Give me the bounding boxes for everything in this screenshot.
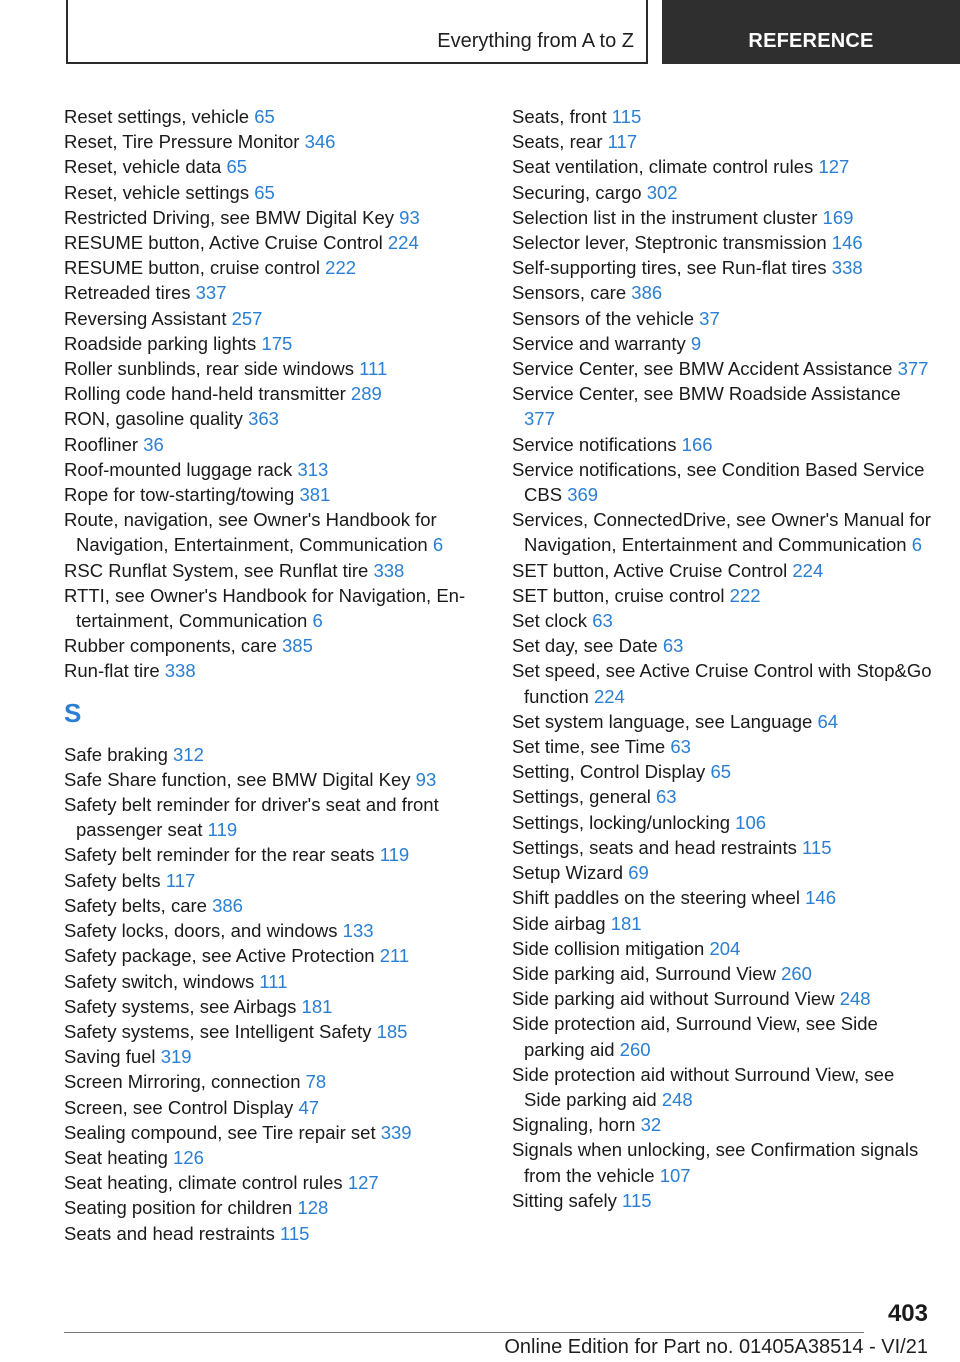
index-entry-text: Retreaded tires	[64, 282, 191, 304]
index-entry-text: Service Center, see BMW Roadside Assistance	[512, 383, 901, 405]
index-entry-text: Reset, vehicle data	[64, 156, 222, 178]
index-entry-text: Safety switch, windows	[64, 970, 255, 992]
index-entry	[64, 842, 494, 867]
index-entry	[512, 154, 932, 179]
index-page-link[interactable]: 117	[607, 131, 638, 153]
index-entry	[512, 104, 932, 129]
index-page-link[interactable]: 224	[593, 685, 625, 707]
index-entry-text: Safety locks, doors, and windows	[64, 920, 338, 942]
index-entry	[64, 356, 494, 381]
index-entry-text: SET button, cruise control	[512, 584, 725, 606]
index-entry	[64, 1195, 494, 1220]
index-entry	[512, 507, 932, 557]
index-page-link[interactable]: 257	[231, 307, 263, 329]
index-page-link[interactable]: 63	[592, 610, 613, 632]
index-entry	[512, 381, 932, 431]
index-entry-text: Reset settings, vehicle	[64, 106, 250, 127]
index-page-link[interactable]: 127	[818, 156, 850, 178]
index-entry-text: Safety belt reminder for driver's seat and front passenger seat	[64, 794, 439, 841]
index-page-link[interactable]: 146	[805, 887, 836, 909]
footer-edition: Online Edition for Part no. 01405A38514 - VI/21	[504, 1336, 928, 1358]
index-entry	[64, 230, 494, 255]
index-entry-text: Side protection aid without Surround View, see Side parking aid	[512, 1063, 895, 1110]
index-entry	[512, 1011, 932, 1061]
index-entry	[64, 1019, 494, 1044]
index-page-link[interactable]: 338	[831, 257, 863, 279]
index-entry	[64, 129, 494, 154]
index-page-link[interactable]: 211	[379, 945, 410, 967]
index-entry	[64, 943, 494, 968]
index-entry-text: Reset, Tire Pressure Monitor	[64, 131, 300, 153]
index-page-link[interactable]: 32	[640, 1114, 662, 1136]
index-entry	[512, 810, 932, 835]
index-page-link[interactable]: 169	[822, 206, 854, 228]
index-page-link[interactable]: 106	[735, 811, 767, 833]
index-entry	[64, 792, 494, 842]
index-entry-text: Side airbag	[512, 912, 606, 934]
index-page-link[interactable]: 260	[781, 962, 812, 984]
index-entry-text: Run-flat tire	[64, 660, 160, 682]
index-entry	[64, 1044, 494, 1069]
index-entry	[512, 911, 932, 936]
index-page-link[interactable]: 65	[710, 761, 732, 783]
index-entry	[512, 583, 932, 608]
index-page-link[interactable]: 339	[380, 1121, 412, 1143]
index-entry	[512, 356, 932, 381]
index-entry-text: Side parking aid, Surround View	[512, 962, 776, 984]
index-page-link[interactable]: 64	[817, 710, 839, 732]
index-entry-text: Safety systems, see Airbags	[64, 995, 297, 1017]
index-entry	[512, 205, 932, 230]
index-entry-text: Roadside parking lights	[64, 332, 257, 354]
index-page-link[interactable]: 377	[524, 408, 555, 430]
index-entry	[512, 1062, 932, 1112]
index-page-link[interactable]: 47	[298, 1096, 320, 1118]
index-entry-text: Roof-mounted luggage rack	[64, 458, 293, 480]
index-entry	[64, 767, 494, 792]
index-entry-text: Set speed, see Active Cruise Control with Stop&Go function	[512, 660, 932, 707]
index-entry-text: Safe braking	[64, 743, 168, 765]
index-entry-text: Restricted Driving, see BMW Digital Key	[64, 206, 395, 228]
index-page-link[interactable]: 119	[207, 819, 238, 841]
index-entry-text: Set time, see Time	[512, 736, 666, 758]
page-number: 403	[887, 1300, 928, 1327]
index-page-link[interactable]: 248	[839, 988, 871, 1010]
index-entry-text: Settings, general	[512, 786, 651, 808]
index-page-link[interactable]: 65	[254, 181, 275, 203]
index-entry	[64, 457, 494, 482]
index-entry-text: Settings, locking/unlocking	[512, 811, 731, 833]
index-page-link[interactable]: 63	[662, 635, 684, 657]
index-page-link[interactable]: 369	[567, 484, 599, 506]
index-entry-text: Selection list in the instrument cluster	[512, 206, 818, 228]
index-page-link[interactable]: 9	[690, 332, 702, 354]
index-page-link[interactable]: 117	[165, 869, 196, 891]
index-page-link[interactable]: 222	[729, 584, 761, 606]
index-entry	[512, 129, 932, 154]
index-page-link[interactable]: 111	[359, 358, 388, 380]
index-entry-text: Sensors, care	[512, 282, 627, 304]
index-entry	[512, 1112, 932, 1137]
index-entry	[64, 558, 494, 583]
index-entry-text: Set clock	[512, 610, 588, 632]
index-entry	[64, 482, 494, 507]
index-entry	[64, 994, 494, 1019]
index-entry-text: RESUME button, Active Cruise Control	[64, 232, 383, 254]
index-entry	[64, 205, 494, 230]
index-entry	[64, 406, 494, 431]
index-entry-text: Safety systems, see Intelligent Safety	[64, 1020, 372, 1042]
index-entry	[64, 280, 494, 305]
index-page-link[interactable]: 204	[709, 937, 741, 959]
index-entry-text: Setting, Control Display	[512, 761, 706, 783]
index-page-link[interactable]: 63	[655, 786, 677, 808]
index-entry-text: Rolling code hand-held transmitter	[64, 383, 346, 405]
index-entry	[512, 961, 932, 986]
index-entry	[512, 432, 932, 457]
index-page-link[interactable]: 338	[373, 559, 405, 581]
index-entry-text: Securing, cargo	[512, 181, 642, 203]
index-entry	[512, 331, 932, 356]
index-entry-text: RESUME button, cruise control	[64, 257, 321, 279]
index-entry-text: Side protection aid, Surround View, see Side parking aid	[512, 1013, 878, 1060]
index-entry	[64, 918, 494, 943]
index-entry-text: Service Center, see BMW Accident Assistance	[512, 358, 893, 380]
index-page-link[interactable]: 146	[831, 232, 863, 254]
index-page-link[interactable]: 115	[802, 836, 832, 858]
index-entry-text: Seats, rear	[512, 131, 603, 153]
index-page-link[interactable]: 386	[212, 894, 243, 916]
index-entry-text: Sealing compound, see Tire repair set	[64, 1121, 376, 1143]
index-entry-text: Service notifications, see Condition Based Service CBS	[512, 458, 925, 506]
index-entry	[512, 306, 932, 331]
index-entry	[64, 893, 494, 918]
index-entry-text: RON, gasoline quality	[64, 408, 243, 430]
index-entry	[64, 868, 494, 893]
index-entry	[512, 986, 932, 1011]
index-entry-text: Seating position for children	[64, 1197, 293, 1219]
index-entry-text: Seat ventilation, climate control rules	[512, 156, 814, 178]
index-entry-text: Safety belt reminder for the rear seats	[64, 844, 375, 866]
index-page-link[interactable]: 338	[164, 660, 196, 682]
index-page-link[interactable]: 107	[659, 1164, 691, 1186]
index-entry	[64, 306, 494, 331]
index-page-link[interactable]: 385	[282, 635, 313, 657]
index-entry-text: Services, ConnectedDrive, see Owner's Manual for Navigation, Entertainment and Communication	[512, 509, 931, 556]
index-entry	[512, 457, 932, 507]
index-entry-text: Safety belts	[64, 869, 161, 891]
index-entry	[512, 835, 932, 860]
index-entry	[512, 885, 932, 910]
index-page-link[interactable]: 115	[622, 1189, 652, 1211]
index-entry-text: Screen Mirroring, connection	[64, 1071, 301, 1093]
index-entry	[512, 784, 932, 809]
index-page-link[interactable]: 111	[259, 970, 288, 992]
index-page-link[interactable]: 63	[670, 736, 691, 758]
index-column-left	[64, 104, 494, 1246]
index-entry-text: Rope for tow-starting/towing	[64, 484, 295, 506]
footer-divider	[64, 1332, 864, 1333]
index-entry-text: Seat heating	[64, 1146, 168, 1168]
index-entry-text: Settings, seats and head restraints	[512, 836, 797, 858]
index-entry-text: Seat heating, climate control rules	[64, 1172, 343, 1194]
index-entry	[512, 280, 932, 305]
index-entry	[512, 180, 932, 205]
index-entry	[64, 154, 494, 179]
index-entry	[512, 255, 932, 280]
index-entry-text: Reversing Assistant	[64, 307, 227, 329]
index-page-link[interactable]: 224	[387, 232, 419, 254]
index-entry	[64, 381, 494, 406]
index-page-link[interactable]: 319	[160, 1046, 192, 1068]
index-entry-text: Sitting safely	[512, 1189, 617, 1211]
index-entry-text: Roofliner	[64, 433, 139, 455]
index-entry	[512, 558, 932, 583]
index-page-link[interactable]: 133	[342, 920, 374, 942]
index-entry-text: Set system language, see Language	[512, 710, 813, 732]
index-entry	[512, 658, 932, 708]
index-entry	[64, 432, 494, 457]
index-page-link[interactable]: 346	[304, 131, 336, 153]
index-page-link[interactable]: 115	[611, 106, 642, 127]
index-page-link[interactable]: 175	[261, 332, 293, 354]
index-entry-text: Service notifications	[512, 433, 677, 455]
index-entry-text: RSC Runflat System, see Runflat tire	[64, 559, 369, 581]
index-entry	[512, 860, 932, 885]
index-entry-text: Side collision mitigation	[512, 937, 705, 959]
index-entry	[64, 1120, 494, 1145]
index-letter-heading: S	[64, 697, 82, 728]
index-entry-text: Seats, front	[512, 106, 607, 127]
index-page-link[interactable]: 302	[646, 181, 678, 203]
index-entry-text: Self-supporting tires, see Run-flat tires	[512, 257, 827, 279]
index-page-link[interactable]: 312	[173, 743, 204, 765]
index-page-link[interactable]: 181	[301, 995, 333, 1017]
index-entry-text: Safety belts, care	[64, 894, 207, 916]
index-entry-text: Shift paddles on the steering wheel	[512, 887, 800, 909]
index-entry	[64, 969, 494, 994]
index-page-link[interactable]: 181	[610, 912, 642, 934]
index-entry	[64, 583, 494, 633]
index-entry	[64, 180, 494, 205]
index-page-link[interactable]: 126	[173, 1146, 204, 1168]
index-page-link[interactable]: 313	[297, 458, 329, 480]
index-entry	[64, 1145, 494, 1170]
index-entry-text: Route, navigation, see Owner's Handbook for Navigation, Entertainment, Communication	[64, 509, 437, 556]
index-entry	[64, 507, 494, 557]
header-section-box	[66, 0, 648, 64]
index-page-link[interactable]: 166	[681, 433, 713, 455]
index-entry-text: Selector lever, Steptronic transmission	[512, 232, 827, 254]
index-entry-text: Screen, see Control Display	[64, 1096, 294, 1118]
index-page-link[interactable]: 6	[432, 534, 444, 556]
index-entry-text: Seats and head restraints	[64, 1222, 275, 1244]
index-entry	[512, 1137, 932, 1187]
header-chapter-title: REFERENCE	[748, 30, 874, 52]
index-entry	[64, 104, 494, 129]
index-page-link[interactable]: 69	[628, 862, 649, 884]
index-entry	[64, 1069, 494, 1094]
index-entry-text: Side parking aid without Surround View	[512, 988, 835, 1010]
index-entry-text: Reset, vehicle settings	[64, 181, 250, 203]
index-page-link[interactable]: 93	[415, 768, 437, 790]
index-entry-text: Roller sunblinds, rear side windows	[64, 358, 354, 380]
header-section-title: Everything from A to Z	[437, 30, 634, 52]
index-entry-text: SET button, Active Cruise Control	[512, 559, 788, 581]
index-page-link[interactable]: 289	[350, 383, 382, 405]
index-column-right	[512, 104, 932, 1213]
index-page-link[interactable]: 381	[299, 484, 331, 506]
index-page-link[interactable]: 363	[248, 408, 279, 430]
index-entry	[64, 633, 494, 658]
index-page-link[interactable]: 36	[143, 433, 164, 455]
index-page-link[interactable]: 260	[619, 1038, 651, 1060]
index-entry	[512, 759, 932, 784]
index-page-link[interactable]: 6	[911, 534, 922, 556]
index-entry	[512, 936, 932, 961]
index-page-link[interactable]: 128	[297, 1197, 329, 1219]
index-page-link[interactable]: 248	[661, 1088, 693, 1110]
index-page-link[interactable]: 377	[897, 358, 929, 380]
index-entry	[512, 709, 932, 734]
index-entry-text: Set day, see Date	[512, 635, 658, 657]
index-page-link[interactable]: 6	[312, 610, 323, 632]
index-page-link[interactable]: 37	[699, 307, 720, 329]
header-chapter-tab[interactable]	[662, 0, 960, 64]
index-page-link[interactable]: 115	[279, 1222, 310, 1244]
index-entry-text: Saving fuel	[64, 1046, 156, 1068]
index-page-link[interactable]: 386	[631, 282, 663, 304]
index-entry	[512, 734, 932, 759]
index-entry	[64, 1221, 494, 1246]
index-page-link[interactable]: 119	[379, 844, 410, 866]
index-entry	[64, 1170, 494, 1195]
index-entry	[512, 1188, 932, 1213]
index-entry-text: Service and warranty	[512, 332, 686, 354]
index-page-link[interactable]: 222	[325, 257, 357, 279]
index-page-link[interactable]: 224	[792, 559, 824, 581]
index-entry	[64, 658, 494, 683]
index-entry	[64, 255, 494, 280]
index-entry	[64, 742, 494, 767]
index-page-link[interactable]: 93	[399, 206, 420, 228]
index-page-link[interactable]: 185	[376, 1020, 408, 1042]
index-entry-text: RTTI, see Owner's Handbook for Navigation, Entertainment, Communication	[64, 584, 466, 632]
index-entry-text: Safety package, see Active Protection	[64, 945, 375, 967]
index-entry-text: Signals when unlocking, see Confirmation signals from the vehicle	[512, 1139, 919, 1186]
index-page-link[interactable]: 127	[347, 1172, 379, 1194]
index-entry	[512, 608, 932, 633]
index-entry	[512, 230, 932, 255]
index-entry	[512, 633, 932, 658]
index-entry-text: Signaling, horn	[512, 1114, 636, 1136]
index-page-link[interactable]: 65	[226, 156, 248, 178]
index-entry	[64, 331, 494, 356]
index-page-link[interactable]: 337	[195, 282, 227, 304]
index-entry-text: Sensors of the vehicle	[512, 307, 695, 329]
index-entry	[64, 1095, 494, 1120]
index-entry-text: Safe Share function, see BMW Digital Key	[64, 768, 411, 790]
index-entry-text: Setup Wizard	[512, 862, 624, 884]
index-entry-text: Rubber components, care	[64, 635, 277, 657]
index-page-link[interactable]: 78	[305, 1071, 327, 1093]
index-page-link[interactable]: 65	[254, 106, 275, 127]
